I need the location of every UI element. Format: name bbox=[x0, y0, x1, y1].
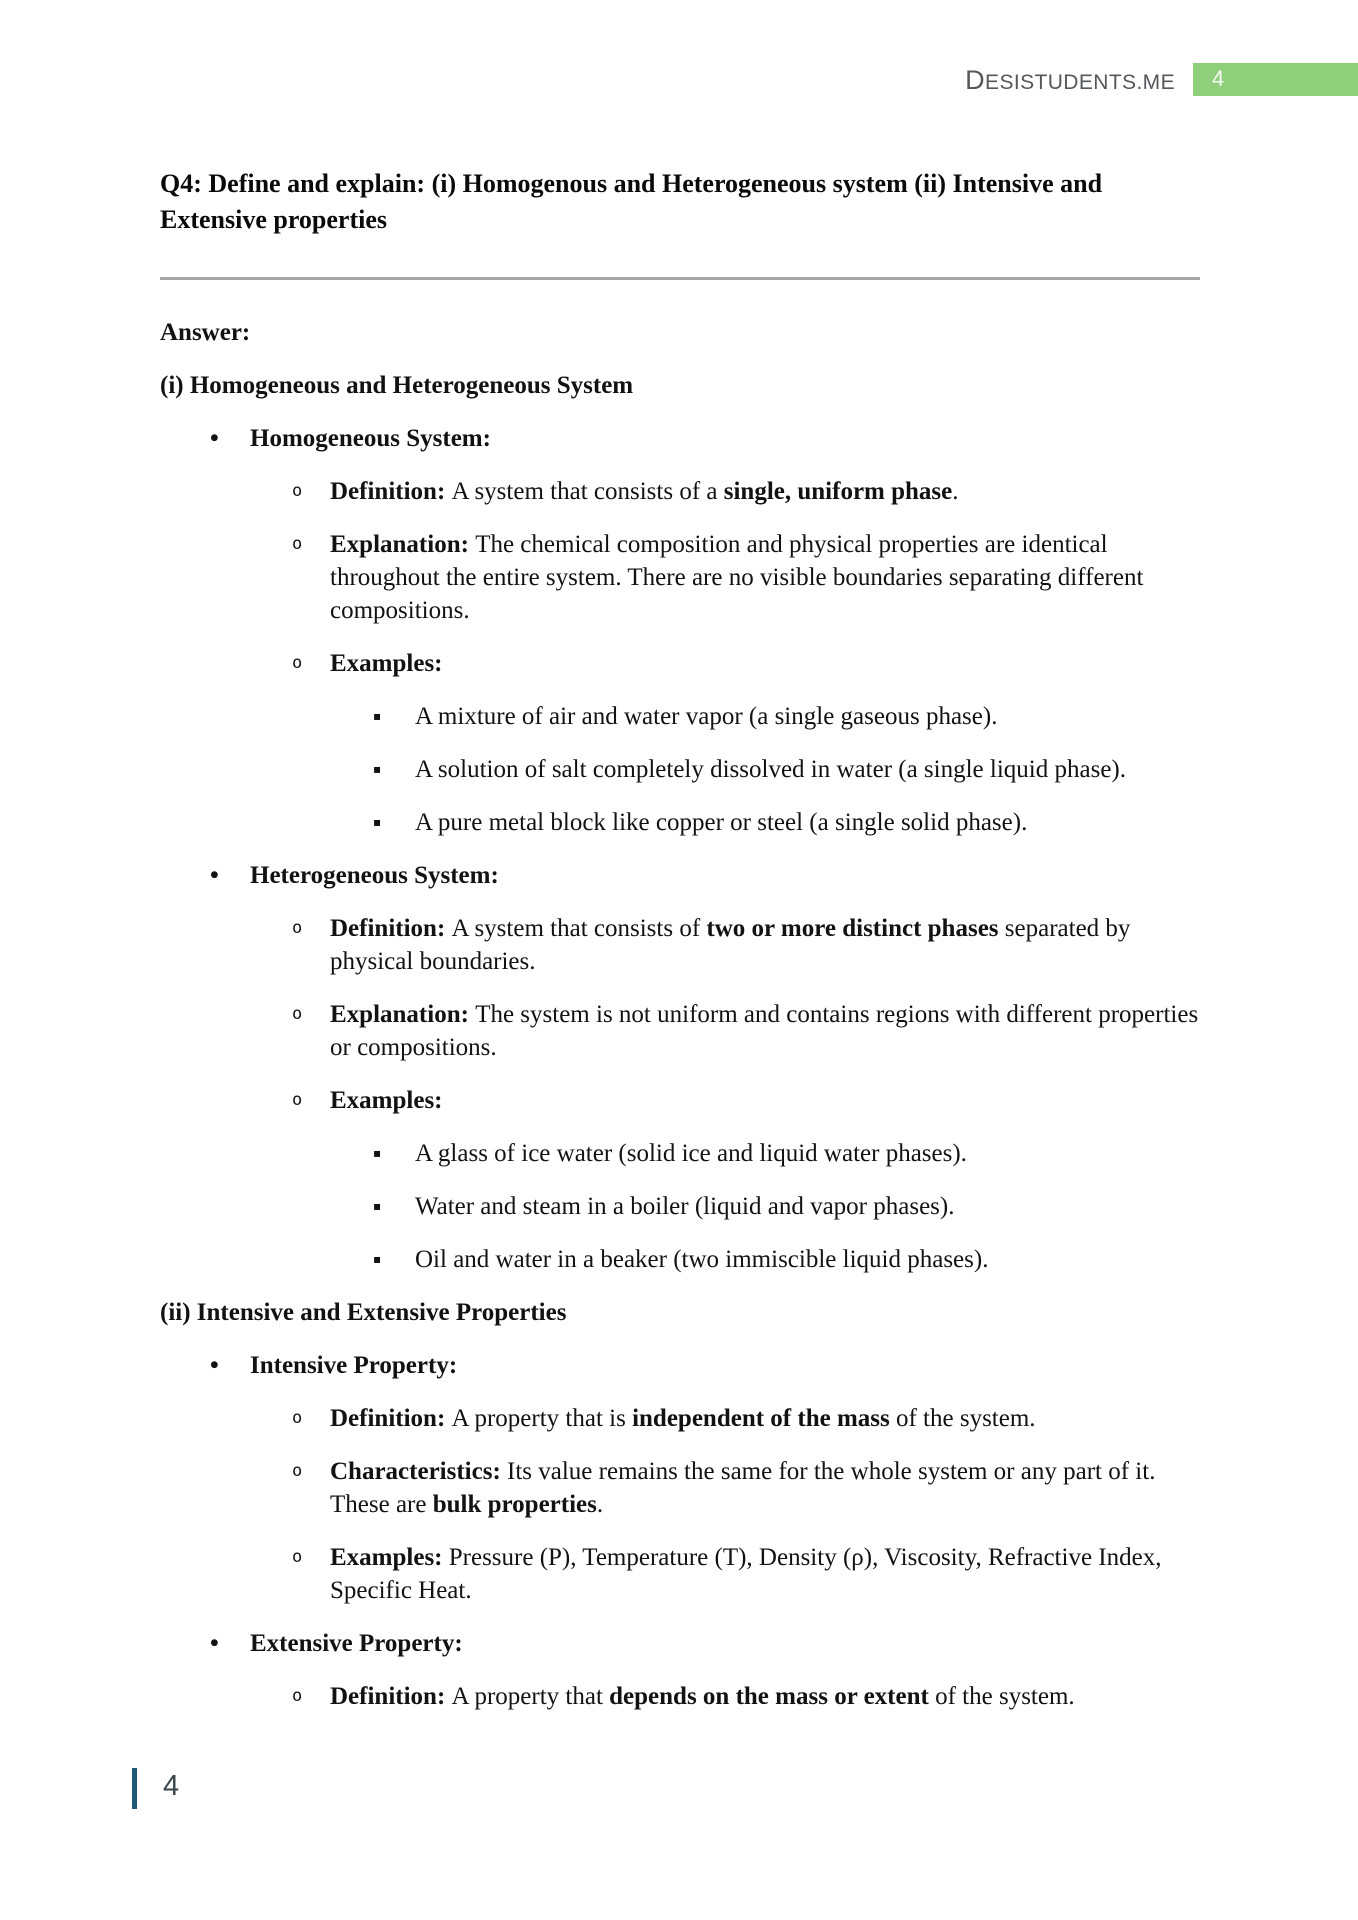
text-run: A mixture of air and water vapor (a single gaseous phase). bbox=[415, 703, 998, 730]
circle-bullet-icon: o bbox=[292, 1547, 303, 1567]
list-item-text bbox=[415, 700, 1222, 733]
circle-bullet-icon: o bbox=[292, 534, 303, 554]
list-item-text bbox=[330, 912, 1200, 978]
text-run: A solution of salt completely dissolved in water (a single liquid phase). bbox=[415, 756, 1126, 783]
text-run: Characteristics: bbox=[330, 1458, 508, 1485]
text-run: (i) Homogeneous and Heterogeneous System bbox=[160, 372, 634, 399]
circle-bullet-icon: o bbox=[292, 1686, 303, 1706]
list-item-li2 bbox=[160, 528, 1200, 627]
list-item-text bbox=[330, 1084, 1200, 1117]
list-item-li2 bbox=[160, 1680, 1200, 1713]
text-run: of the system. bbox=[889, 1405, 1036, 1432]
section-heading bbox=[160, 369, 1200, 402]
list-item-li3 bbox=[160, 753, 1200, 786]
list-item-text bbox=[250, 422, 1200, 455]
list-item-text bbox=[250, 859, 1200, 892]
list-item-text bbox=[330, 1680, 1200, 1713]
text-run: The chemical composition and physical properties are identical throughout the entire system. There are no visible boundaries separating different compositions. bbox=[330, 531, 1144, 624]
list-item-text bbox=[415, 1243, 1222, 1276]
circle-bullet-icon: o bbox=[292, 1408, 303, 1428]
document-content bbox=[160, 166, 1200, 1733]
footer-accent-bar bbox=[132, 1768, 137, 1809]
text-run: Oil and water in a beaker (two immiscible liquid phases). bbox=[415, 1246, 989, 1273]
text-run: depends on the mass or extent bbox=[609, 1683, 929, 1710]
circle-bullet-icon: o bbox=[292, 653, 303, 673]
list-item-text bbox=[330, 1455, 1200, 1521]
text-run: A property that is bbox=[451, 1405, 633, 1432]
list-item-li2 bbox=[160, 1455, 1200, 1521]
square-bullet-icon: ▪ bbox=[373, 762, 382, 776]
text-run: Pressure (P), Temperature (T), Density (ρ), Viscosity, Refractive Index, Specific Heat. bbox=[330, 1544, 1162, 1604]
text-run: Definition: bbox=[330, 915, 452, 942]
text-run: A property that bbox=[451, 1683, 610, 1710]
divider-rule bbox=[160, 277, 1200, 280]
text-run: . bbox=[596, 1491, 604, 1518]
section-heading bbox=[160, 1296, 1200, 1329]
circle-bullet-icon: o bbox=[292, 918, 303, 938]
text-run: A glass of ice water (solid ice and liquid water phases). bbox=[415, 1140, 967, 1167]
text-run: Its value remains the same for the whole system or any part of it. These are bbox=[330, 1458, 1156, 1518]
text-run: Explanation: bbox=[330, 1001, 476, 1028]
list-item-li3 bbox=[160, 1190, 1200, 1223]
disc-bullet-icon: • bbox=[210, 862, 219, 889]
text-run: Examples: bbox=[330, 1087, 443, 1114]
disc-bullet-icon: • bbox=[210, 1630, 219, 1657]
square-bullet-icon: ▪ bbox=[373, 1199, 382, 1213]
list-item-text bbox=[415, 806, 1222, 839]
list-item-li2 bbox=[160, 912, 1200, 978]
list-item-li2 bbox=[160, 1084, 1200, 1117]
list-item-text bbox=[330, 475, 1200, 508]
square-bullet-icon: ▪ bbox=[373, 1146, 382, 1160]
footer-page-number: 4 bbox=[163, 1770, 180, 1802]
square-bullet-icon: ▪ bbox=[373, 709, 382, 723]
circle-bullet-icon: o bbox=[292, 1090, 303, 1110]
text-run: Examples: bbox=[330, 1544, 449, 1571]
list-item-text bbox=[415, 1190, 1222, 1223]
list-item-li2 bbox=[160, 1402, 1200, 1435]
text-run: A pure metal block like copper or steel (a single solid phase). bbox=[415, 809, 1028, 836]
list-item-li2 bbox=[160, 1541, 1200, 1607]
answer-label: Answer: bbox=[160, 319, 251, 346]
text-run: Extensive Property: bbox=[250, 1630, 463, 1657]
text-run: The system is not uniform and contains regions with different properties or compositions. bbox=[330, 1001, 1199, 1061]
square-bullet-icon: ▪ bbox=[373, 1252, 382, 1266]
circle-bullet-icon: o bbox=[292, 1004, 303, 1024]
text-run: Water and steam in a boiler (liquid and vapor phases). bbox=[415, 1193, 955, 1220]
text-run: Definition: bbox=[330, 1683, 452, 1710]
text-run: Definition: bbox=[330, 1405, 452, 1432]
list-item-li1 bbox=[160, 859, 1200, 892]
list-item-text bbox=[330, 998, 1200, 1064]
list-item-li2 bbox=[160, 647, 1200, 680]
disc-bullet-icon: • bbox=[210, 1352, 219, 1379]
list-item-text bbox=[330, 1402, 1200, 1435]
disc-bullet-icon: • bbox=[210, 425, 219, 452]
text-run: Explanation: bbox=[330, 531, 476, 558]
document-body bbox=[160, 369, 1200, 1713]
list-item-li2 bbox=[160, 998, 1200, 1064]
list-item-li1 bbox=[160, 422, 1200, 455]
list-item-text bbox=[330, 528, 1200, 627]
brand-text: DESISTUDENTS.ME bbox=[965, 65, 1175, 95]
list-item-text bbox=[330, 647, 1200, 680]
list-item-li3 bbox=[160, 1243, 1200, 1276]
text-run: (ii) Intensive and Extensive Properties bbox=[160, 1299, 567, 1326]
text-run: separated by physical boundaries. bbox=[330, 915, 1131, 975]
text-run: single, uniform phase bbox=[723, 478, 953, 505]
text-run: independent of the mass bbox=[632, 1405, 890, 1432]
badge-number: 4 bbox=[1212, 66, 1225, 91]
circle-bullet-icon: o bbox=[292, 481, 303, 501]
text-run: Examples: bbox=[330, 650, 443, 677]
text-run: Definition: bbox=[330, 478, 452, 505]
text-run: A system that consists of a bbox=[451, 478, 724, 505]
list-item-li3 bbox=[160, 1137, 1200, 1170]
list-item-text bbox=[415, 1137, 1222, 1170]
list-item-li1 bbox=[160, 1627, 1200, 1660]
list-item-text bbox=[250, 1349, 1200, 1382]
text-run: bulk properties bbox=[432, 1491, 597, 1518]
text-run: . bbox=[952, 478, 959, 505]
circle-bullet-icon: o bbox=[292, 1461, 303, 1481]
text-run: of the system. bbox=[928, 1683, 1075, 1710]
page-number-badge bbox=[1193, 63, 1358, 96]
list-item-text bbox=[330, 1541, 1200, 1607]
text-run: A system that consists of bbox=[451, 915, 707, 942]
question-title: Q4: Define and explain: (i) Homogenous and Heterogeneous system (ii) Intensive and Extensive properties bbox=[160, 169, 1103, 234]
text-run: Intensive Property: bbox=[250, 1352, 458, 1379]
text-run: Heterogeneous System: bbox=[250, 862, 499, 889]
list-item-text bbox=[250, 1627, 1200, 1660]
text-run: two or more distinct phases bbox=[706, 915, 999, 942]
list-item-li1 bbox=[160, 1349, 1200, 1382]
text-run: Homogeneous System: bbox=[250, 425, 491, 452]
list-item-li2 bbox=[160, 475, 1200, 508]
list-item-li3 bbox=[160, 806, 1200, 839]
list-item-text bbox=[415, 753, 1222, 786]
square-bullet-icon: ▪ bbox=[373, 815, 382, 829]
list-item-li3 bbox=[160, 700, 1200, 733]
